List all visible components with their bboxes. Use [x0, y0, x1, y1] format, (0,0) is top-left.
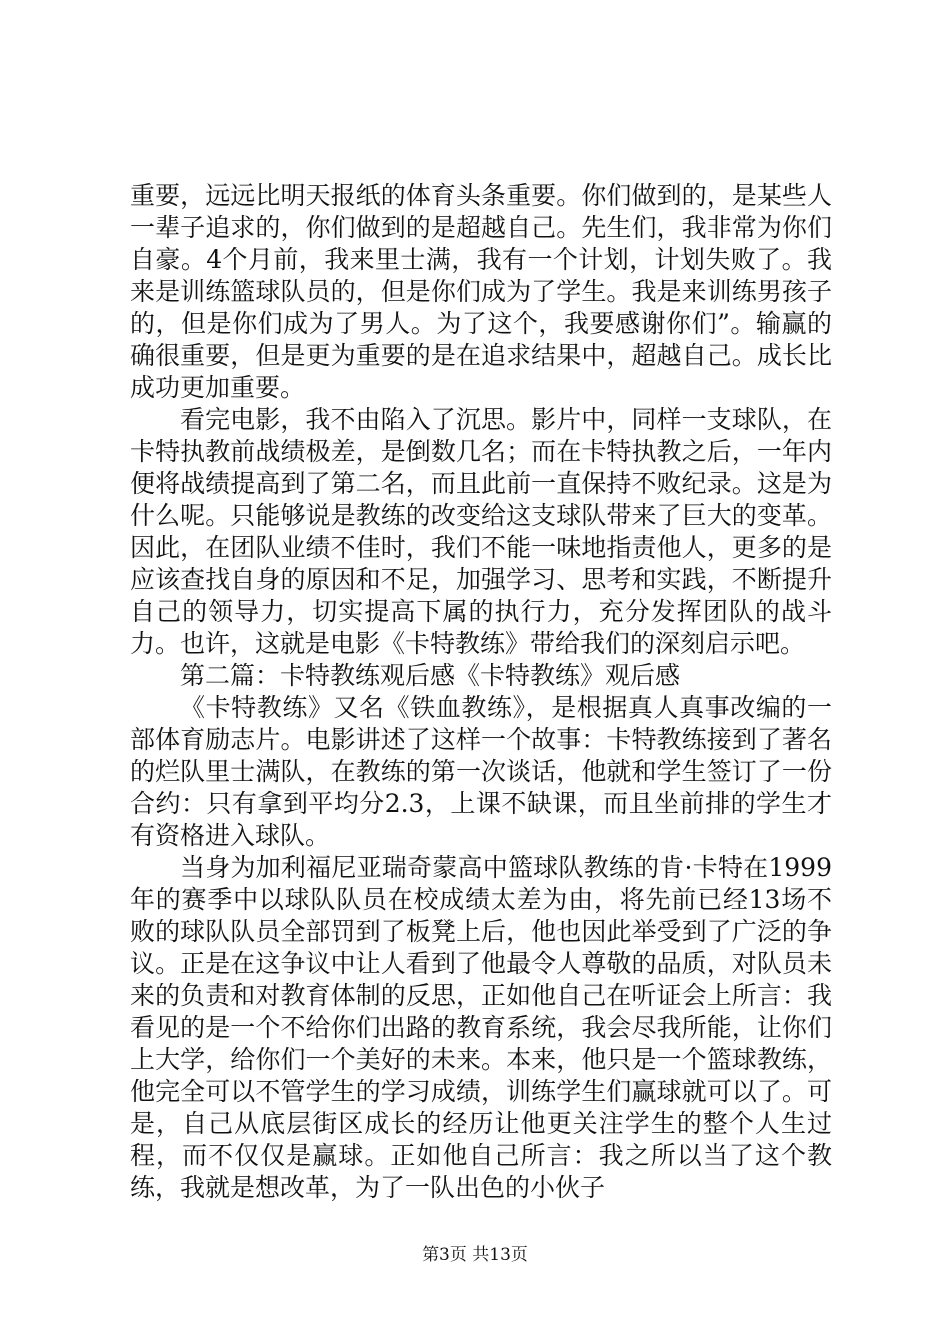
paragraph-intro: 《卡特教练》又名《铁血教练》，是根据真人真事改编的一部体育励志片。电影讲述了这样一个故事：卡特教练接到了著名的烂队里士满队，在教练的第一次谈话，他就和学生签订了一份合约：只有拿到平均分2.3，上课不缺课，而且坐前排的学生才有资格进入球队。: [130, 693, 832, 850]
section-heading: 第二篇：卡特教练观后感《卡特教练》观后感: [180, 661, 681, 690]
page-number-footer: 第3页 共13页: [422, 1245, 528, 1265]
paragraph-analysis: 当身为加利福尼亚瑞奇蒙高中篮球队教练的肯·卡特在1999年的赛季中以球队队员在校成绩太差为由，将先前已经13场不败的球队队员全部罚到了板凳上后，他也因此举受到了广泛的争议。正是在这争议中让人看到了他最令人尊敬的品质，对队员未来的负责和对教育体制的反思，正如他自己在听证会上所言：我看见的是一个不给你们出路的教育系统，我会尽我所能，让你们上大学，给你们一个美好的未来。本来，他只是一个篮球教练，他完全可以不管学生的学习成绩，训练学生们赢球就可以了。可是，自己从底层街区成长的经历让他更关注学生的整个人生过程，而不仅仅是赢球。正如他自己所言：我之所以当了这个教练，我就是想改革，为了一队出色的小伙子: [130, 853, 832, 1202]
paragraph-continuation: 重要，远远比明天报纸的体育头条重要。你们做到的，是某些人一辈子追求的，你们做到的是超越自己。先生们，我非常为你们自豪。4个月前，我来里士满，我有一个计划，计划失败了。我来是训练篮球队员的，但是你们成为了学生。我是来训练男孩子的，但是你们成为了男人。为了这个，我要感谢你们”。输赢的确很重要，但是更为重要的是在追求结果中，超越自己。成长比成功更加重要。: [130, 181, 832, 402]
document-body: [130, 180, 832, 1204]
paragraph-reflection: 看完电影，我不由陷入了沉思。影片中，同样一支球队，在卡特执教前战绩极差，是倒数几名；而在卡特执教之后，一年内便将战绩提高到了第二名，而且此前一直保持不败纪录。这是为什么呢。只能够说是教练的改变给这支球队带来了巨大的变革。因此，在团队业绩不佳时，我们不能一味地指责他人，更多的是应该查找自身的原因和不足，加强学习、思考和实践，不断提升自己的领导力，切实提高下属的执行力，充分发挥团队的战斗力。也许，这就是电影《卡特教练》带给我们的深刻启示吧。: [130, 405, 832, 658]
